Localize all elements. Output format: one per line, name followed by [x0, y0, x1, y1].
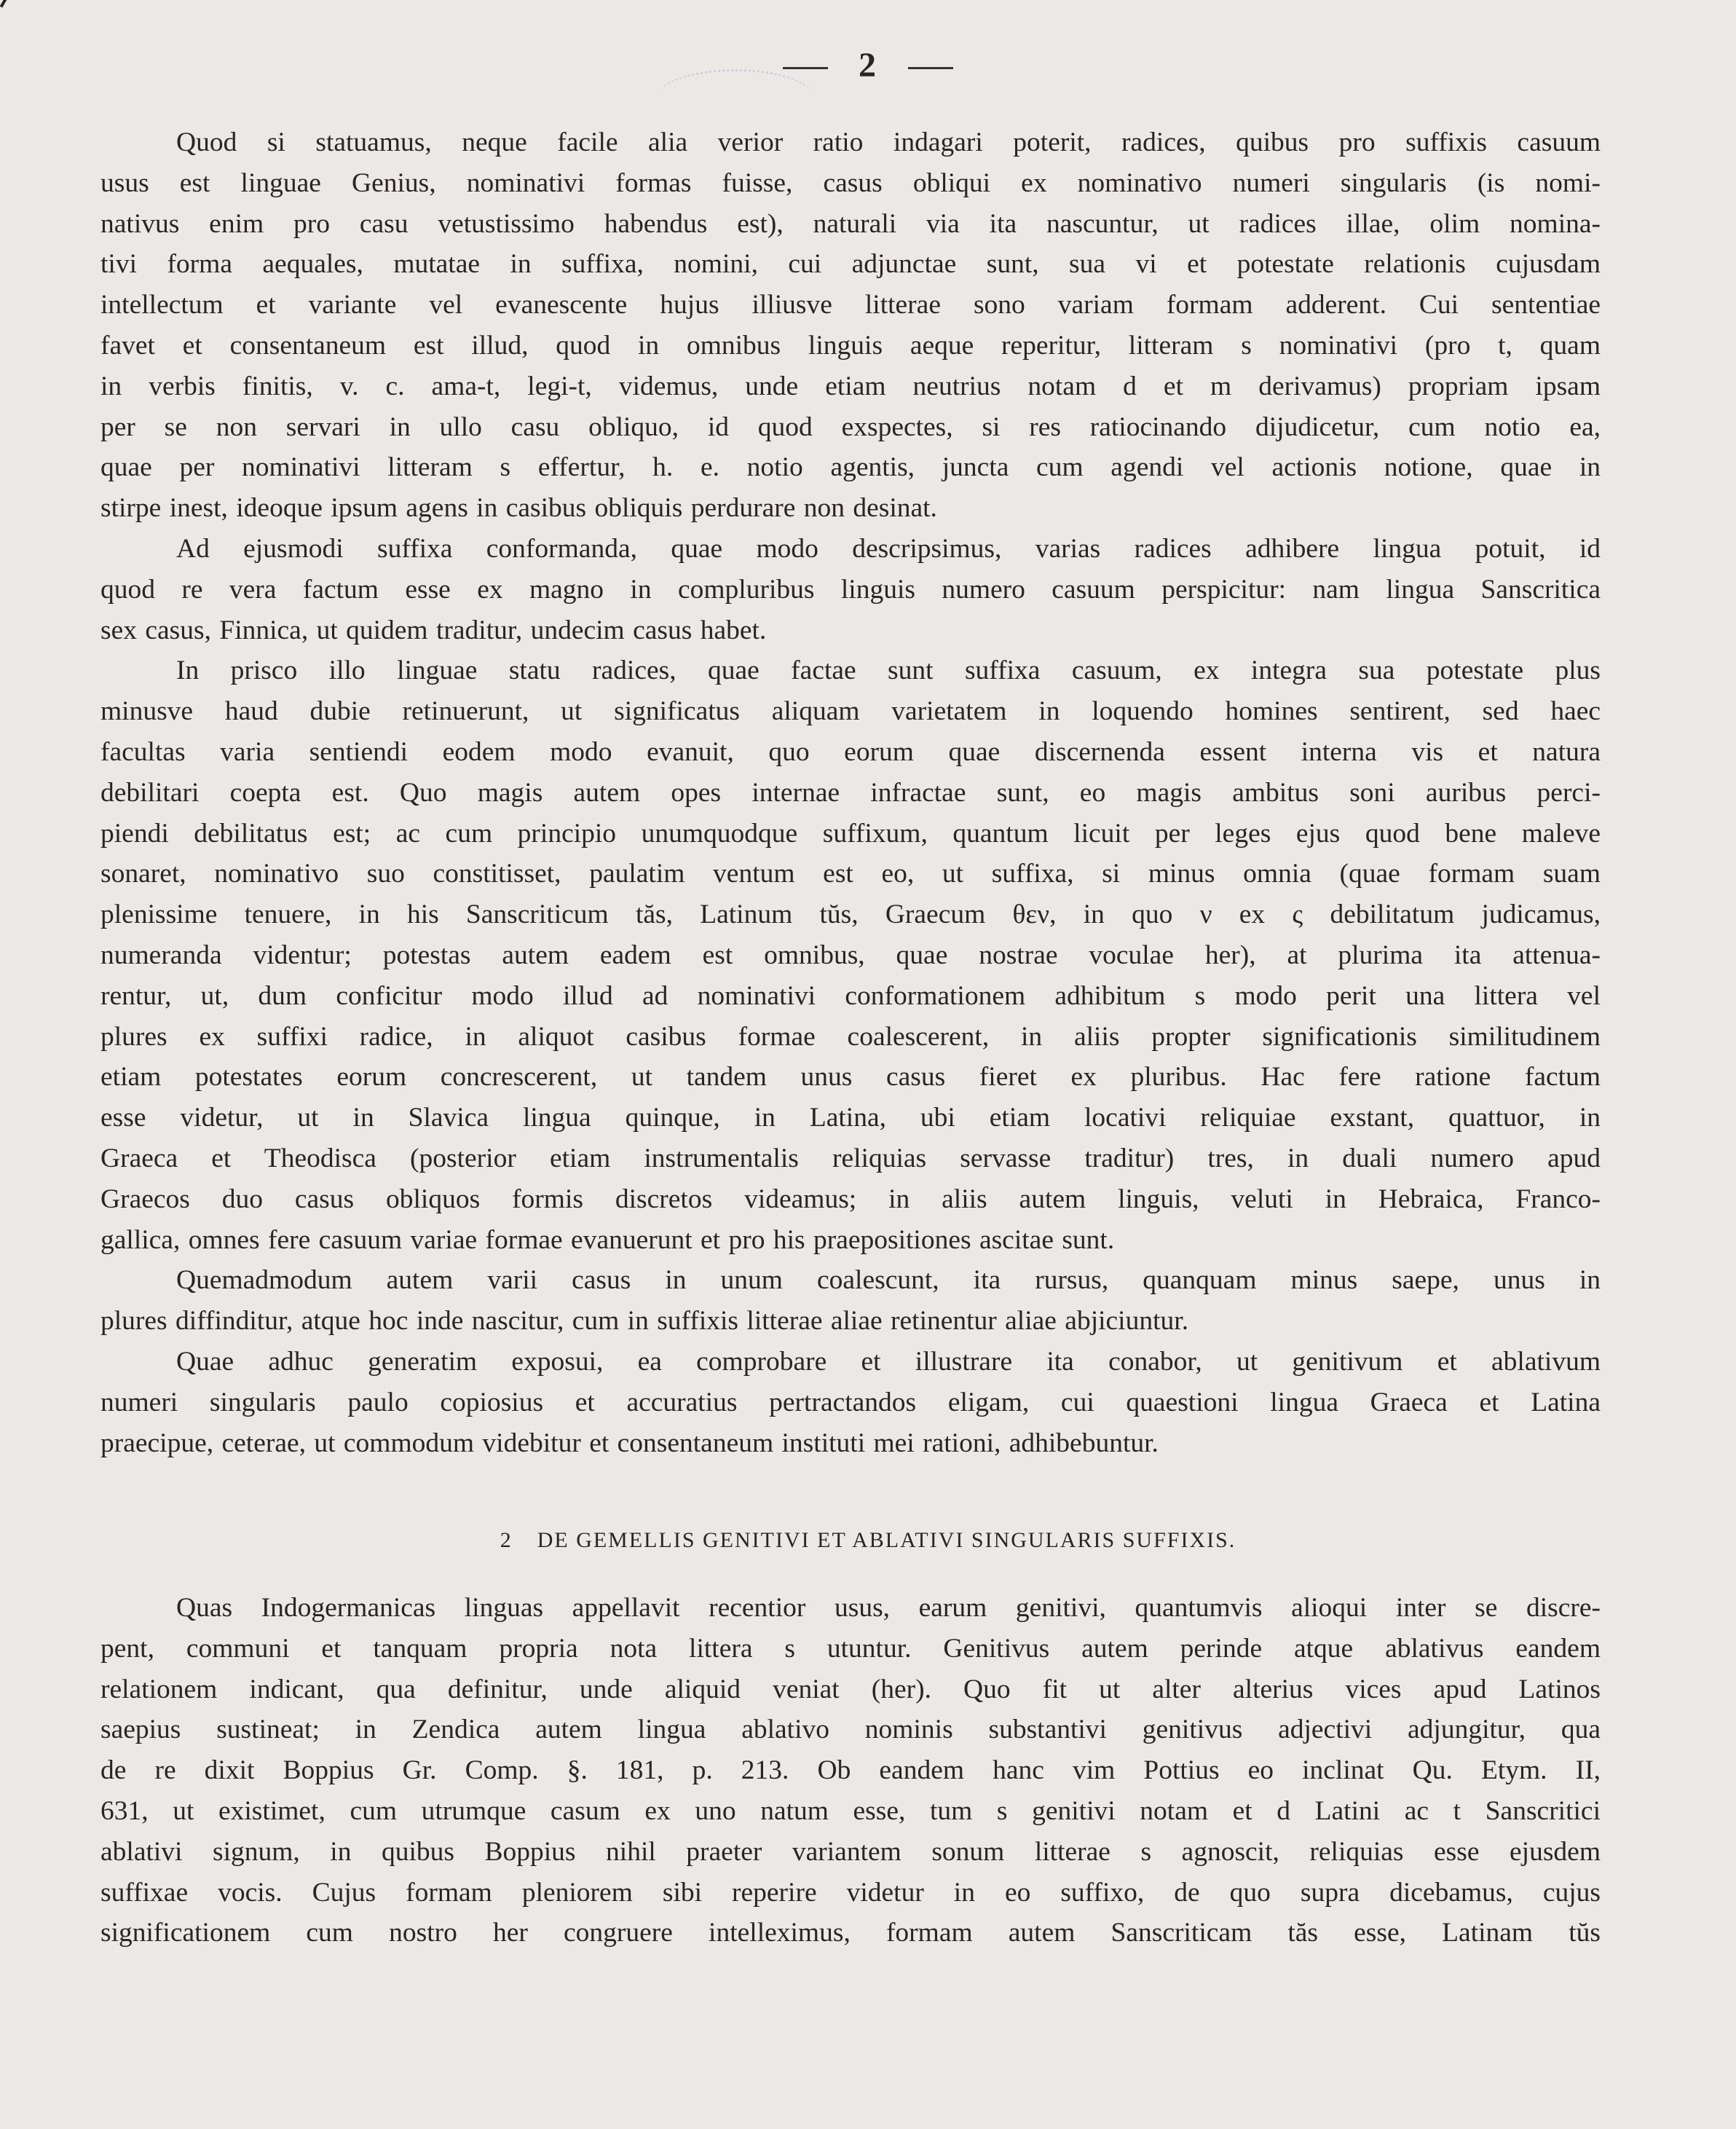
- text-line: saepius sustineat; in Zendica autem lingua ablativo nominis substantivi genitivus adjectivi adjungitur, qua: [100, 1715, 1601, 1745]
- page-number-value: 2: [859, 46, 877, 84]
- body-text-block-2: [100, 1588, 1601, 1953]
- text-line: relationem indicant, qua definitur, unde aliquid veniat (her). Quo fit ut alter alterius vices apud Latinos: [100, 1674, 1601, 1704]
- text-line: pent, communi et tanquam propria nota littera s utuntur. Genitivus autem perinde atque ablativus eandem: [100, 1633, 1601, 1664]
- text-line: sex casus, Finnica, ut quidem traditur, undecim casus habet.: [100, 615, 767, 645]
- text-line: gallica, omnes fere casuum variae formae evanuerunt et pro his praepositiones ascitae sunt.: [100, 1224, 1115, 1255]
- text-line: praecipue, ceterae, ut commodum videbitur et consentaneum instituti mei rationi, adhibebuntur.: [100, 1428, 1159, 1458]
- text-line: Quod si statuamus, neque facile alia verior ratio indagari poterit, radices, quibus pro suffixis casuum: [176, 127, 1601, 157]
- text-line: plures diffinditur, atque hoc inde nascitur, cum in suffixis litterae aliae retinentur aliae abjiciuntur.: [100, 1306, 1189, 1337]
- text-line: etiam potestates eorum concrescerent, ut tandem unus casus fieret ex pluribus. Hac fere ratione factum: [100, 1062, 1601, 1093]
- text-line: piendi debilitatus est; ac cum principio unumquodque suffixum, quantum licuit per leges ejus quod bene maleve: [100, 818, 1601, 849]
- text-line: In prisco illo linguae statu radices, quae factae sunt suffixa casuum, ex integra sua potestate plus: [176, 656, 1601, 686]
- text-line: plures ex suffixi radice, in aliquot casibus formae coalescerent, in aliis propter significationis similitudinem: [100, 1021, 1601, 1052]
- text-line: Quemadmodum autem varii casus in unum coalescunt, ita rursus, quanquam minus saepe, unus in: [176, 1265, 1601, 1296]
- page-number-dash-left: [783, 67, 828, 69]
- page-number-dash-right: [908, 67, 953, 69]
- text-line: ablativi signum, in quibus Boppius nihil praeter variantem sonum litterae s agnoscit, reliquias esse ejusdem: [100, 1836, 1601, 1867]
- section-heading: [0, 1528, 1736, 1553]
- text-line: favet et consentaneum est illud, quod in omnibus linguis aeque reperitur, litteram s nominativi (pro t, quam: [100, 330, 1601, 361]
- text-line: de re dixit Boppius Gr. Comp. §. 181, p. 213. Ob eandem hanc vim Pottius eo inclinat Qu. Etym. II,: [100, 1755, 1601, 1786]
- text-line: intellectum et variante vel evanescente hujus illiusve litterae sono variam formam adderent. Cui sententiae: [100, 290, 1601, 320]
- text-line: Quas Indogermanicas linguas appellavit recentior usus, earum genitivi, quantumvis alioqui inter se discre-: [176, 1593, 1601, 1623]
- page-number: [0, 45, 1736, 85]
- text-line: facultas varia sentiendi eodem modo evanuit, quo eorum quae discernenda essent interna vis et natura: [100, 736, 1601, 767]
- text-line: debilitari coepta est. Quo magis autem opes internae infractae sunt, eo magis ambitus soni auribus perci-: [100, 777, 1601, 808]
- text-line: quod re vera factum esse ex magno in compluribus linguis numero casuum perspicitur: nam lingua Sanscritica: [100, 574, 1601, 605]
- section-number: 2: [500, 1528, 513, 1552]
- body-text-block-1: [100, 122, 1601, 1463]
- text-line: numeranda videntur; potestas autem eadem est omnibus, quae nostrae voculae her), at plurima ita attenua-: [100, 940, 1601, 970]
- text-line: stirpe inest, ideoque ipsum agens in casibus obliquis perdurare non desinat.: [100, 493, 937, 524]
- text-line: numeri singularis paulo copiosius et accuratius pertractandos eligam, cui quaestioni lingua Graeca et Latina: [100, 1387, 1601, 1417]
- text-line: minusve haud dubie retinuerunt, ut significatus aliquam varietatem in loquendo homines sentirent, sed haec: [100, 696, 1601, 727]
- text-line: esse videtur, ut in Slavica lingua quinque, in Latina, ubi etiam locativi reliquiae exstant, quattuor, in: [100, 1103, 1601, 1133]
- text-line: usus est linguae Genius, nominativi formas fuisse, casus obliqui ex nominativo numeri singularis (is nomi-: [100, 168, 1601, 198]
- text-line: plenissime tenuere, in his Sanscriticum tăs, Latinum tŭs, Graecum θεν, in quo ν ex ς debilitatum judicamus,: [100, 900, 1601, 930]
- text-line: Graeca et Theodisca (posterior etiam instrumentalis reliquias servasse traditur) tres, in duali numero apud: [100, 1143, 1601, 1173]
- text-line: Graecos duo casus obliquos formis discretos videamus; in aliis autem linguis, veluti in Hebraica, Franco-: [100, 1184, 1601, 1214]
- text-line: tivi forma aequales, mutatae in suffixa, nomini, cui adjunctae sunt, sua vi et potestate relationis cujusdam: [100, 249, 1601, 280]
- corner-mark: [0, 0, 16, 13]
- text-line: per se non servari in ullo casu obliquo, id quod exspectes, si res ratiocinando dijudicetur, cum notio ea,: [100, 412, 1601, 442]
- text-line: in verbis finitis, v. c. ama-t, legi-t, videmus, unde etiam neutrius notam d et m derivamus) propriam ipsam: [100, 371, 1601, 401]
- text-line: nativus enim pro casu vetustissimo habendus est), naturali via ita nascuntur, ut radices illae, olim nomina-: [100, 208, 1601, 239]
- text-line: 631, ut existimet, cum utrumque casum ex uno natum esse, tum s genitivi notam et d Latini ac t Sanscritici: [100, 1795, 1601, 1826]
- text-line: Ad ejusmodi suffixa conformanda, quae modo descripsimus, varias radices adhibere lingua potuit, id: [176, 533, 1601, 564]
- text-line: significationem cum nostro her congruere intelleximus, formam autem Sanscriticam tăs esse, Latinam tŭs: [100, 1918, 1601, 1948]
- text-line: sonaret, nominativo suo constitisset, paulatim ventum est eo, ut suffixa, si minus omnia (quae formam suam: [100, 859, 1601, 889]
- text-line: Quae adhuc generatim exposui, ea comprobare et illustrare ita conabor, ut genitivum et ablativum: [176, 1346, 1601, 1377]
- text-line: quae per nominativi litteram s effertur, h. e. notio agentis, juncta cum agendi vel actionis notione, quae in: [100, 452, 1601, 483]
- text-line: rentur, ut, dum conficitur modo illud ad nominativi conformationem adhibitum s modo perit una littera vel: [100, 980, 1601, 1011]
- text-line: suffixae vocis. Cujus formam pleniorem sibi reperire videtur in eo suffixo, de quo supra dicebamus, cujus: [100, 1877, 1601, 1908]
- section-title: DE GEMELLIS GENITIVI ET ABLATIVI SINGULARIS SUFFIXIS.: [537, 1528, 1236, 1552]
